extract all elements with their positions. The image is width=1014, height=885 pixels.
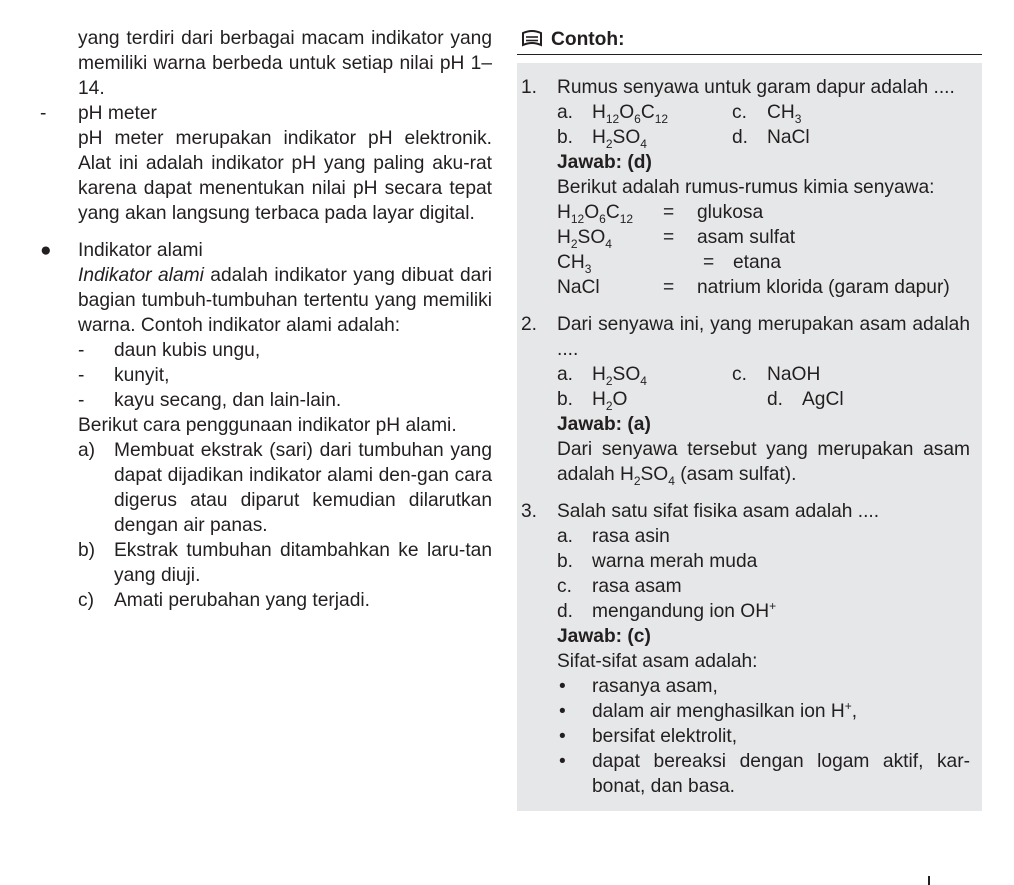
- contoh-heading: [517, 26, 982, 55]
- option-c: c. rasa asam: [557, 576, 682, 597]
- options: [557, 100, 970, 150]
- formula-table: $H_{12}O_6C_{12}$ = glukosa $H_2SO_4$ = asam sulfat $CH_3$ = etana NaCl = natrium klorida (garam dapur): [557, 202, 950, 298]
- list-item: - daun kubis ungu,: [78, 340, 261, 361]
- ph-meter-section: [40, 101, 492, 226]
- indikator-alami-section: [40, 238, 492, 613]
- list-item: • dalam air menghasilkan ion H+,: [559, 699, 858, 722]
- options: [557, 362, 970, 412]
- intro-text: yang terdiri dari berbagai macam indikator yang memiliki warna berbeda untuk setiap nilai pH 1–14.: [78, 28, 492, 99]
- explanation: Dari senyawa tersebut yang merupakan asam adalah $H_2SO_4$ (asam sulfat).: [557, 439, 970, 488]
- list-item: • rasanya asam,: [559, 676, 718, 697]
- left-column: [40, 26, 492, 613]
- option-c: c. $CH_3$: [732, 102, 802, 126]
- question-text: Dari senyawa ini, yang merupakan asam adalah ....: [557, 314, 970, 360]
- option-b: b. $H_2O$: [557, 389, 628, 413]
- list-item: • bersifat elektrolit,: [559, 726, 738, 747]
- explanation: Berikut adalah rumus-rumus kimia senyawa:: [557, 177, 935, 198]
- option-b: b. $H_2SO_4$: [557, 127, 647, 151]
- option-b: b. warna merah muda: [557, 551, 758, 572]
- question-2: 2. Dari senyawa ini, yang merupakan asam adalah .... a. $H_2SO_4$ c. NaOH b. $H_2O$ d. AgCl Jawab: (a) Dari senyawa tersebut yang merupakan asam adalah $H_2SO_4$ (asam sulfat).: [521, 314, 970, 488]
- answer: Jawab: (d): [557, 152, 652, 173]
- option-a: a. $H_{12}O_6C_{12}$: [557, 102, 669, 126]
- bullet-dot: ●: [40, 240, 52, 261]
- explanation: Sifat-sifat asam adalah:: [557, 651, 758, 672]
- step-item: c) Amati perubahan yang terjadi.: [78, 590, 370, 611]
- option-d: d. AgCl: [767, 389, 844, 410]
- indikator-alami-text: Indikator alami adalah indikator yang dibuat dari bagian tumbuh-tumbuhan tertentu yang memiliki warna. Contoh indikator alami adalah:: [78, 265, 492, 336]
- indikator-alami-title: Indikator alami: [78, 240, 203, 261]
- book-icon: [521, 30, 543, 48]
- page-corner-mark: [928, 876, 930, 885]
- indikator-alami-term: Indikator alami: [78, 265, 204, 286]
- steps-intro: Berikut cara penggunaan indikator pH alami.: [78, 415, 457, 436]
- option-c: c. NaOH: [732, 364, 821, 385]
- dash-marker: -: [40, 103, 47, 124]
- step-item: b) Ekstrak tumbuhan ditambahkan ke laru-tan yang diuji.: [78, 540, 492, 586]
- answer: Jawab: (c): [557, 626, 651, 647]
- ph-meter-text: pH meter merupakan indikator pH elektronik. Alat ini adalah indikator pH yang paling aku-rat karena dapat menentukan nilai pH secara tepat yang akan langsung terbaca pada layar digital.: [78, 128, 492, 224]
- question-1: 1. Rumus senyawa untuk garam dapur adalah .... a. $H_{12}O_6C_{12}$ c. $CH_3$ b. $H_2SO_4$ d. NaCl Jawab: (d) Berikut adalah rumus-rumus kimia senyawa: $H_{12}O_6C_{12}$ = glukosa $H_2SO_4$ = asam sulfat $CH_3$ = etana NaCl = natrium klorida (garam dapur): [517, 75, 970, 300]
- step-item: a) Membuat ekstrak (sari) dari tumbuhan yang dapat dijadikan indikator alami den-gan cara digerus atau diparut kemudian dilarutkan dengan air panas.: [78, 440, 492, 536]
- option-a: a. rasa asin: [557, 526, 670, 547]
- list-item: - kayu secang, dan lain-lain.: [78, 390, 342, 411]
- example-box: [517, 63, 982, 811]
- option-d: d. mengandung ion OH+: [557, 599, 777, 622]
- option-d: d. NaCl: [732, 127, 810, 148]
- ph-meter-title: pH meter: [78, 103, 157, 124]
- question-3: 3. Salah satu sifat fisika asam adalah .... a. rasa asin b. warna merah muda c. rasa asam d. mengandung ion OH+ Jawab: (c) Sifat-sifat asam adalah: • rasanya asam, • dalam air menghasilkan ion H+, • bersifat elektrolit, • dapat bereaksi dengan logam aktif, kar-bonat, dan basa.: [521, 501, 970, 797]
- right-column: [517, 26, 982, 811]
- option-a: a. $H_2SO_4$: [557, 364, 647, 388]
- answer: Jawab: (a): [557, 414, 651, 435]
- list-item: - kunyit,: [78, 365, 170, 386]
- contoh-title: Contoh:: [551, 28, 625, 50]
- question-text: Salah satu sifat fisika asam adalah ....: [557, 501, 880, 522]
- question-text: Rumus senyawa untuk garam dapur adalah ....: [557, 77, 955, 98]
- list-item: • dapat bereaksi dengan logam aktif, kar-bonat, dan basa.: [559, 751, 970, 797]
